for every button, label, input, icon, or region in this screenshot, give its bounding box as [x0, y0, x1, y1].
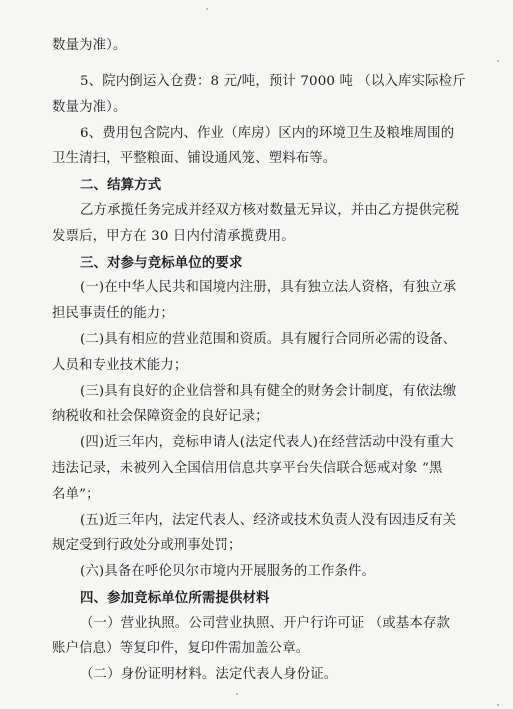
text-line: 纳税收和社会保障资金的良好记录； [52, 409, 269, 424]
scan-speck [236, 693, 238, 695]
text-line: (二)具有相应的营业范围和资质。具有履行合同所必需的设备、 [80, 332, 457, 347]
text-line: 数量为准）。 [52, 100, 127, 115]
text-line: 人员和专业技术能力； [52, 358, 188, 373]
scan-speck [206, 8, 208, 10]
text-line: 担民事责任的能力； [52, 306, 174, 321]
text-line: 违法记录，未被列入全国信用信息共享平台失信联合惩戒对象 “黑 [52, 461, 443, 476]
text-line: (三)具有良好的企业信誉和具有健全的财务会计制度，有依法缴 [80, 384, 457, 399]
section-heading: 四、参加竞标单位所需提供材料 [80, 590, 270, 606]
text-line: (五)近三年内，法定代表人、经济或技术负责人没有因违反有关 [80, 513, 457, 528]
text-line: （一）营业执照。公司营业执照、开户行许可证 （或基本存款 [80, 616, 451, 631]
section-heading: 二、结算方式 [80, 177, 162, 193]
text-line: 卫生清扫，平整粮面、铺设通风笼、塑料布等。 [52, 151, 337, 166]
text-line: 乙方承揽任务完成并经双方核对数量无异议，并由乙方提供完税 [80, 203, 460, 218]
text-line: 6、费用包含院内、作业（库房）区内的环境卫生及粮堆周围的 [80, 126, 455, 141]
text-line: 账户信息）等复印件，复印件需加盖公章。 [52, 641, 310, 656]
text-line: (一)在中华人民共和国境内注册，具有独立法人资格，有独立承 [80, 280, 457, 295]
text-line: 规定受到行政处分或刑事处罚； [52, 538, 242, 553]
section-heading: 三、对参与竞标单位的要求 [80, 255, 243, 271]
text-line: 发票后，甲方在 30 日内付清承揽费用。 [52, 229, 295, 244]
scan-speck [497, 704, 499, 706]
text-line: 5、院内倒运入仓费：8 元/吨，预计 7000 吨 （以入库实际检斤 [80, 74, 466, 89]
scan-speck [497, 60, 499, 62]
text-line: (四)近三年内，竞标申请人(法定代表人)在经营活动中没有重大 [80, 435, 454, 450]
text-line: （二）身份证明材料。法定代表人身份证。 [80, 667, 338, 682]
text-line: 数量为准）。 [52, 38, 127, 53]
text-line: (六)具备在呼伦贝尔市境内开展服务的工作条件。 [80, 564, 376, 579]
text-line: 名单”； [52, 487, 100, 502]
